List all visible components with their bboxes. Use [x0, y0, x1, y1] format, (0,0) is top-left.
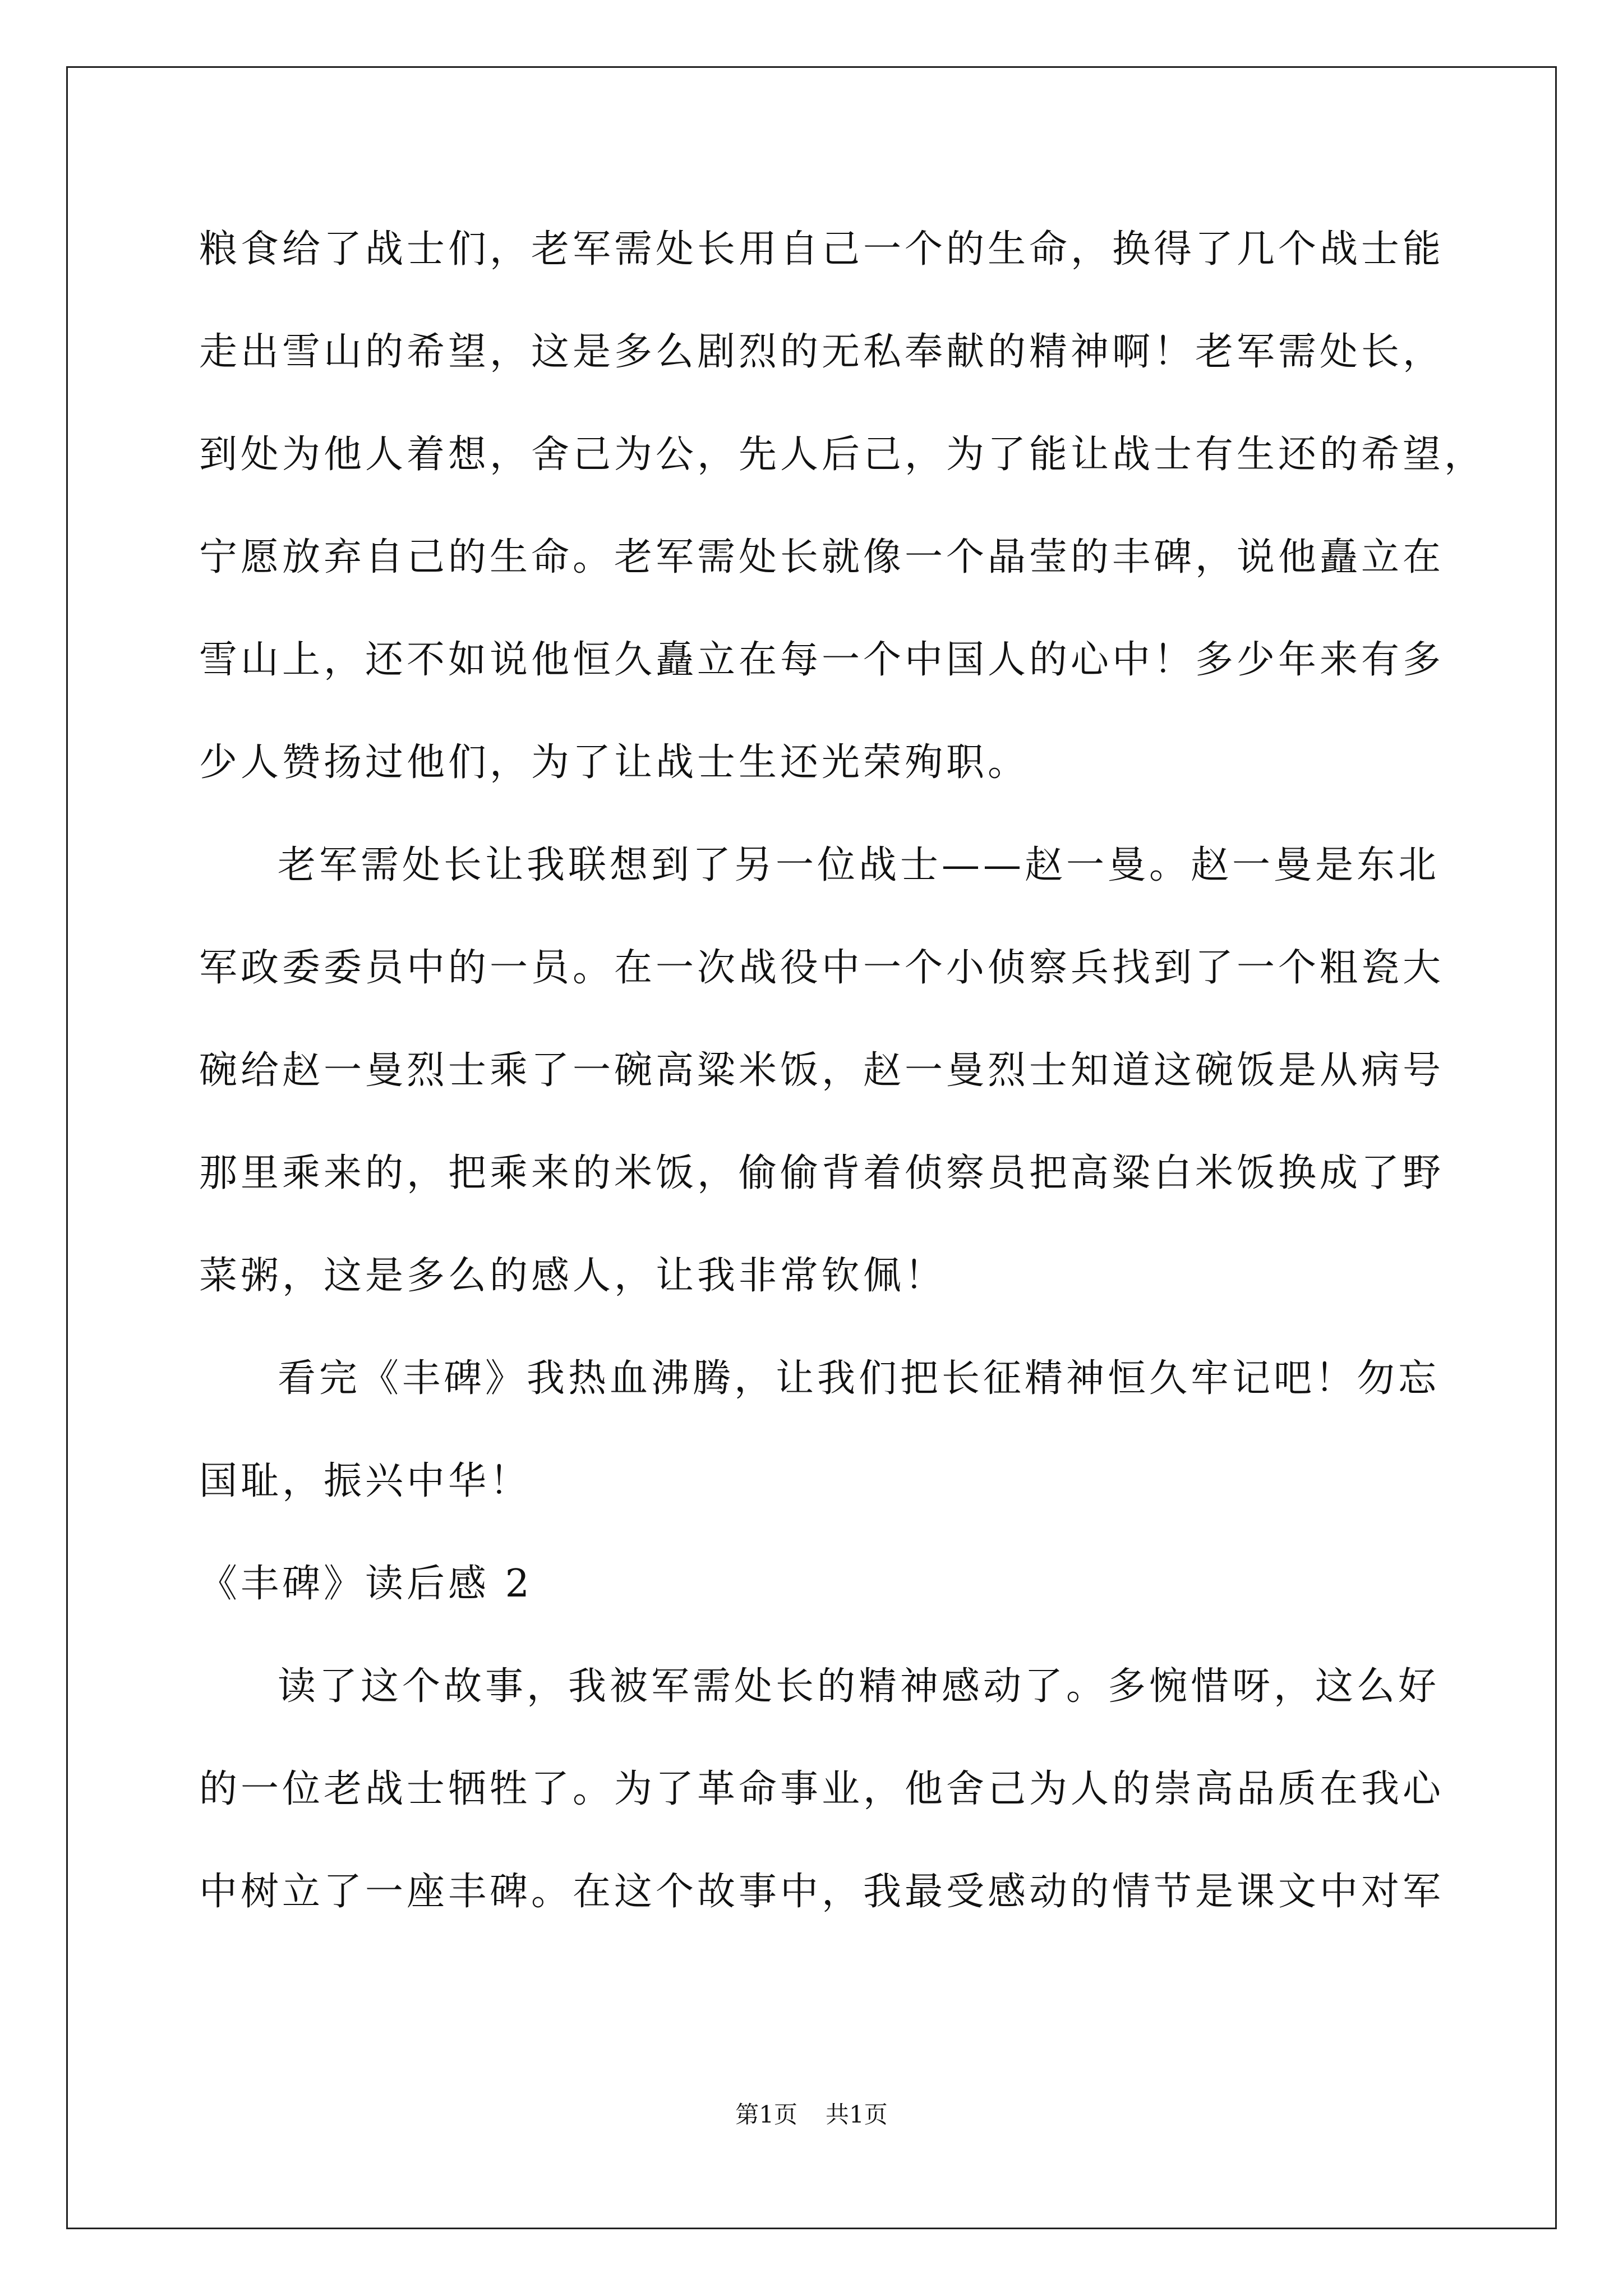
paragraph-line: 粮食给了战士们，老军需处长用自己一个的生命，换得了几个战士能 [199, 227, 1445, 272]
paragraph-line: 那里乘来的，把乘来的米饭，偷偷背着侦察员把高粱白米饭换成了野 [199, 1151, 1445, 1195]
paragraph-line: 读了这个故事，我被军需处长的精神感动了。多惋惜呀，这么好 [278, 1664, 1440, 1709]
paragraph-line: 菜粥，这是多么的感人，让我非常钦佩！ [199, 1254, 947, 1298]
page-total: 共1页 [826, 2101, 888, 2128]
paragraph-line: 宁愿放弃自己的生命。老军需处长就像一个晶莹的丰碑，说他矗立在 [199, 535, 1445, 579]
paragraph-line: 的一位老战士牺牲了。为了革命事业，他舍己为人的崇高品质在我心 [199, 1767, 1445, 1811]
page-footer [0, 2098, 1623, 2132]
paragraph-line: 看完《丰碑》我热血沸腾，让我们把长征精神恒久牢记吧！勿忘 [278, 1356, 1440, 1401]
paragraph-line: 老军需处长让我联想到了另一位战士——赵一曼。赵一曼是东北 [278, 843, 1440, 887]
paragraph-line: 到处为他人着想，舍己为公，先人后己，为了能让战士有生还的希望， [199, 432, 1486, 477]
paragraph-line: 雪山上，还不如说他恒久矗立在每一个中国人的心中！多少年来有多 [199, 638, 1445, 682]
paragraph-line: 中树立了一座丰碑。在这个故事中，我最受感动的情节是课文中对军 [199, 1870, 1445, 1914]
paragraph-line: 国耻，振兴中华！ [199, 1459, 532, 1503]
paragraph-line: 走出雪山的希望，这是多么剧烈的无私奉献的精神啊！老军需处长， [199, 330, 1445, 374]
paragraph-line: 少人赞扬过他们，为了让战士生还光荣殉职。 [199, 740, 1030, 785]
page-number: 第1页 [735, 2101, 797, 2128]
paragraph-line: 碗给赵一曼烈士乘了一碗高粱米饭，赵一曼烈士知道这碗饭是从病号 [199, 1048, 1445, 1093]
paragraph-line: 军政委委员中的一员。在一次战役中一个小侦察兵找到了一个粗瓷大 [199, 946, 1445, 990]
section-heading: 《丰碑》读后感 2 [199, 1562, 533, 1606]
